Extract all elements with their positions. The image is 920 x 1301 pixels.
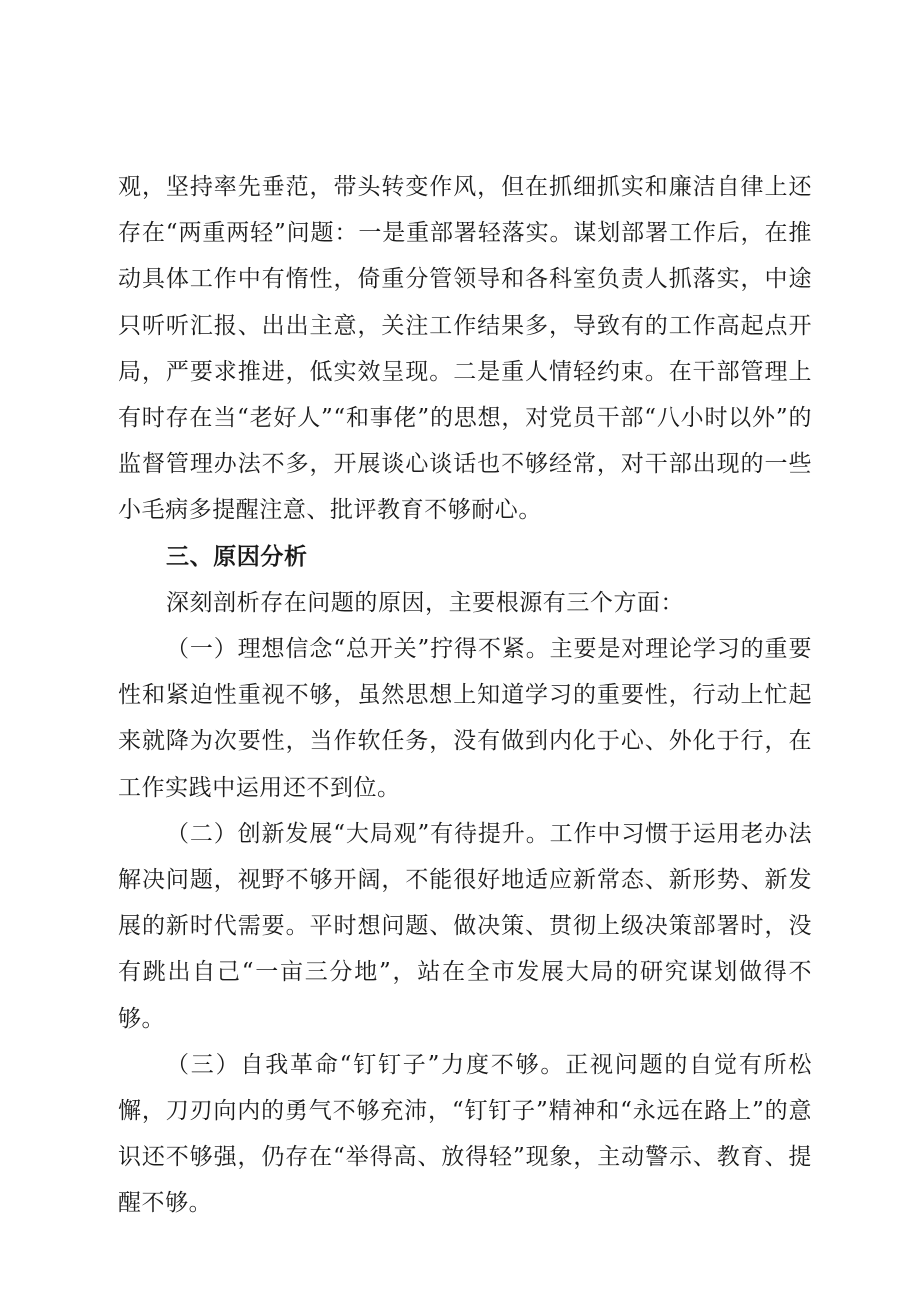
paragraph-cause-2: （二）创新发展“大局观”有待提升。工作中习惯于运用老办法解决问题，视野不够开阔，不能很好地适应新常态、新形势、新发展的新时代需要。平时想问题、做决策、贯彻上级决策部署时，没有跳出自己“一亩三分地”，站在全市发展大局的研究谋划做得不够。: [118, 820, 812, 1032]
paragraph-continued: 观，坚持率先垂范，带头转变作风，但在抓细抓实和廉洁自律上还存在“两重两轻”问题：一是重部署轻落实。谋划部署工作后，在推动具体工作中有惰性，倚重分管领导和各科室负责人抓落实，中途只听听汇报、出出主意，关注工作结果多，导致有的工作高起点开局，严要求推进，低实效呈现。二是重人情轻约束。在干部管理上有时存在当“老好人”“和事佬”的思想，对党员干部“八小时以外”的监督管理办法不多，开展谈心谈话也不够经常，对干部出现的一些小毛病多提醒注意、批评教育不够耐心。: [118, 174, 812, 524]
paragraph-cause-3: （三）自我革命“钉钉子”力度不够。正视问题的自觉有所松懈，刀刃向内的勇气不够充沛，“钉钉子”精神和“永远在路上”的意识还不够强，仍存在“举得高、放得轻”现象，主动警示、教育、提醒不够。: [118, 1051, 812, 1217]
document-body: [118, 164, 812, 1227]
paragraph-cause-1: （一）理想信念“总开关”拧得不紧。主要是对理论学习的重要性和紧迫性重视不够，虽然思想上知道学习的重要性，行动上忙起来就降为次要性，当作软任务，没有做到内化于心、外化于行，在工作实践中运用还不到位。: [118, 636, 812, 801]
section-heading-cause-analysis: 三、原因分析: [166, 543, 308, 570]
paragraph-intro: 深刻剖析存在问题的原因，主要根源有三个方面：: [166, 589, 685, 616]
